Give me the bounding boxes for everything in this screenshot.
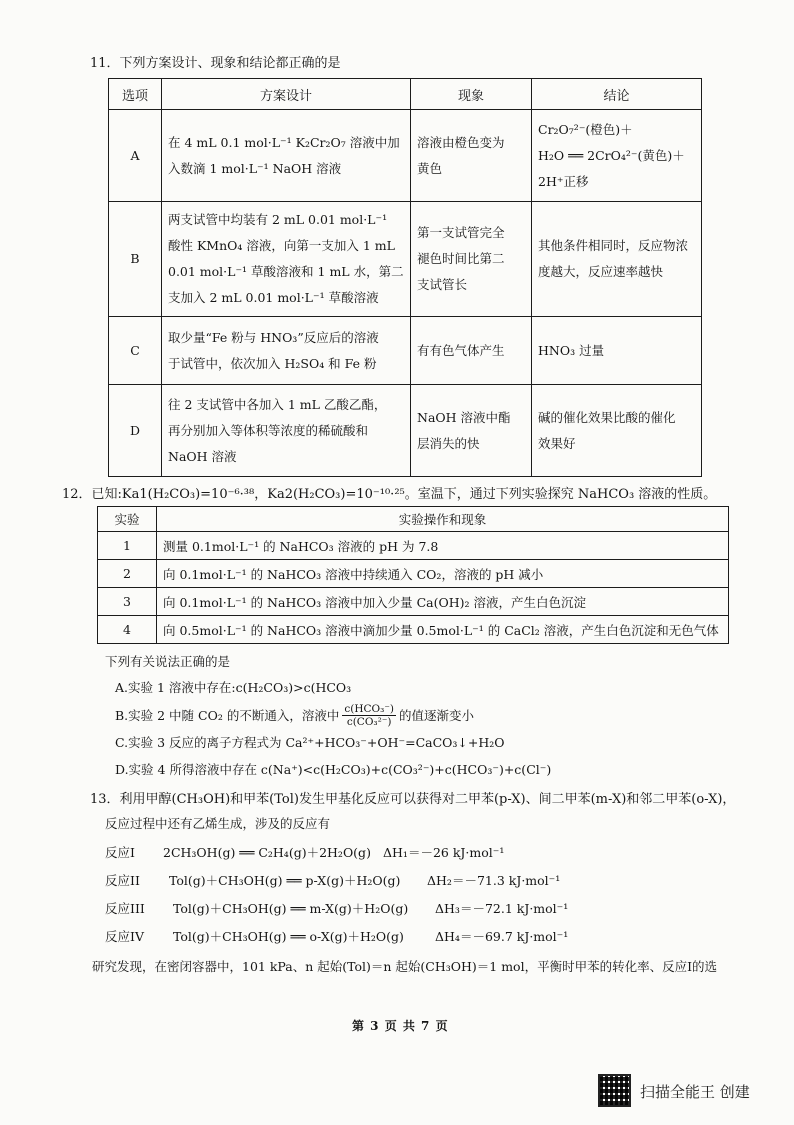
reaction-enthalpy: ΔH₂＝－71.3 kJ·mol⁻¹ — [427, 873, 561, 888]
text-line: 支加入 2 mL 0.01 mol·L⁻¹ 草酸溶液 — [168, 290, 379, 305]
text-line: 于试管中，依次加入 H₂SO₄ 和 Fe 粉 — [168, 355, 377, 371]
q11-header-option: 选项 — [109, 79, 162, 110]
q13-title: 13．利用甲醇(CH₃OH)和甲苯(Tol)发生甲基化反应可以获得对二甲苯(p-X)、间二甲苯(m-X)和邻二甲苯(o-X)， — [90, 792, 736, 807]
text-line: 往 2 支试管中各加入 1 mL 乙酸乙酯， — [168, 396, 387, 412]
q11-design — [162, 317, 411, 385]
q11-option: A — [109, 110, 162, 202]
text-line: NaOH 溶液 — [168, 448, 237, 464]
q11-table — [108, 78, 702, 477]
text-line: 其他条件相同时，反应物浓 — [538, 238, 689, 253]
q12-header-num: 实验 — [98, 507, 157, 532]
q12-row — [98, 616, 729, 644]
q12-num: 1 — [98, 532, 157, 560]
q12-table — [97, 506, 729, 644]
q11-row-b — [109, 202, 702, 317]
q12-num: 3 — [98, 588, 157, 616]
q11-conclusion: HNO₃ 过量 — [532, 317, 702, 385]
text-line: 层消失的快 — [417, 435, 480, 451]
text-line: 黄色 — [417, 160, 443, 176]
q12-option-d: D.实验 4 所得溶液中存在 c(Na⁺)<c(H₂CO₃)+c(CO₃²⁻)+c(HCO₃⁻)+c(Cl⁻) — [115, 762, 552, 777]
reaction-equation: Tol(g)＋CH₃OH(g) ══ m-X(g)＋H₂O(g) — [173, 901, 409, 916]
reaction-label: 反应I — [105, 845, 135, 860]
q11-row-c — [109, 317, 702, 385]
q12-option-b-fraction — [342, 703, 396, 728]
text-line: 在 4 mL 0.1 mol·L⁻¹ K₂Cr₂O₇ 溶液中加 — [168, 134, 400, 150]
q12-header-row — [98, 507, 729, 532]
q13-title-cont: 反应过程中还有乙烯生成，涉及的反应有 — [105, 816, 331, 831]
q11-phenomenon — [411, 202, 532, 317]
q12-text: 向 0.1mol·L⁻¹ 的 NaHCO₃ 溶液中持续通入 CO₂，溶液的 pH 减小 — [157, 560, 729, 588]
q13-reaction — [105, 871, 705, 891]
reaction-enthalpy: ΔH₁＝－26 kJ·mol⁻¹ — [383, 845, 505, 860]
q11-option: B — [109, 202, 162, 317]
q12-option-a: A.实验 1 溶液中存在:c(H₂CO₃)>c(HCO₃ — [115, 680, 352, 695]
text-line: 0.01 mol·L⁻¹ 草酸溶液和 1 mL 水，第二 — [168, 264, 404, 279]
text-line: 第一支试管完全 — [417, 225, 505, 240]
text-line: 酸性 KMnO₄ 溶液，向第一支加入 1 mL — [168, 238, 395, 253]
q12-text: 向 0.5mol·L⁻¹ 的 NaHCO₃ 溶液中滴加少量 0.5mol·L⁻¹ 的 CaCl₂ 溶液，产生白色沉淀和无色气体 — [157, 616, 729, 644]
fraction-numerator: c(HCO₃⁻) — [344, 702, 394, 715]
text-line: 再分别加入等体积等浓度的稀硫酸和 — [168, 422, 369, 438]
q12-option-b-prefix: B.实验 2 中随 CO₂ 的不断通入，溶液中 — [115, 708, 340, 723]
text-line: H₂O ══ 2CrO₄²⁻(黄色)＋ — [538, 147, 685, 163]
q12-num: 2 — [98, 560, 157, 588]
q11-phenomenon: 有有色气体产生 — [411, 317, 532, 385]
q11-row-a — [109, 110, 702, 202]
q11-row-d — [109, 385, 702, 477]
reaction-equation: Tol(g)＋CH₃OH(g) ══ o-X(g)＋H₂O(g) — [173, 929, 404, 944]
q12-option-b — [115, 700, 474, 730]
q11-header-phenomenon: 现象 — [411, 79, 532, 110]
q11-header-design: 方案设计 — [162, 79, 411, 110]
q11-conclusion — [532, 110, 702, 202]
q12-header-text: 实验操作和现象 — [157, 507, 729, 532]
q11-design — [162, 385, 411, 477]
page-number: 第 3 页 共 7 页 — [352, 1019, 449, 1033]
q12-row — [98, 532, 729, 560]
q12-option-c: C.实验 3 反应的离子方程式为 Ca²⁺+HCO₃⁻+OH⁻=CaCO₃↓+H₂O — [115, 735, 505, 750]
fraction-denominator: c(CO₃²⁻) — [346, 715, 392, 728]
reaction-label: 反应III — [105, 901, 145, 916]
q11-option: D — [109, 385, 162, 477]
q11-header-conclusion: 结论 — [532, 79, 702, 110]
q12-title: 12．已知:Ka1(H₂CO₃)=10⁻⁶·³⁸，Ka2(H₂CO₃)=10⁻¹⁰·²⁵。室温下，通过下列实验探究 NaHCO₃ 溶液的性质。 — [62, 487, 717, 502]
q13-tail: 研究发现，在密闭容器中，101 kPa、n 起始(Tol)＝n 起始(CH₃OH)＝1 mol，平衡时甲苯的转化率、反应I的选 — [92, 959, 718, 974]
text-line: 两支试管中均装有 2 mL 0.01 mol·L⁻¹ — [168, 212, 388, 227]
text-line: 2H⁺正移 — [538, 173, 589, 189]
reaction-equation: Tol(g)＋CH₃OH(g) ══ p-X(g)＋H₂O(g) — [169, 873, 401, 888]
reaction-label: 反应II — [105, 873, 140, 888]
reaction-label: 反应IV — [105, 929, 144, 944]
reaction-enthalpy: ΔH₃＝－72.1 kJ·mol⁻¹ — [435, 901, 569, 916]
reaction-equation: 2CH₃OH(g) ══ C₂H₄(g)＋2H₂O(g) — [163, 845, 371, 860]
q12-text: 测量 0.1mol·L⁻¹ 的 NaHCO₃ 溶液的 pH 为 7.8 — [157, 532, 729, 560]
text-line: 碱的催化效果比酸的催化 — [538, 409, 676, 425]
text-line: Cr₂O₇²⁻(橙色)＋ — [538, 121, 633, 137]
text-line: 度越大，反应速率越快 — [538, 264, 664, 279]
q11-phenomenon — [411, 385, 532, 477]
text-line: 取少量“Fe 粉与 HNO₃”反应后的溶液 — [168, 329, 379, 345]
qr-code-icon — [598, 1074, 631, 1107]
q11-title: 11．下列方案设计、现象和结论都正确的是 — [90, 56, 341, 71]
q12-row — [98, 560, 729, 588]
text-line: NaOH 溶液中酯 — [417, 409, 511, 425]
reaction-enthalpy: ΔH₄＝－69.7 kJ·mol⁻¹ — [435, 929, 569, 944]
q11-phenomenon — [411, 110, 532, 202]
q12-num: 4 — [98, 616, 157, 644]
text-line: 溶液由橙色变为 — [417, 134, 505, 150]
q12-row — [98, 588, 729, 616]
q11-header-row — [109, 79, 702, 110]
q11-conclusion — [532, 385, 702, 477]
q12-prompt: 下列有关说法正确的是 — [105, 654, 231, 669]
q12-option-b-suffix: 的值逐渐变小 — [398, 708, 474, 723]
q13-reaction — [105, 843, 705, 863]
q11-design — [162, 202, 411, 317]
q11-conclusion — [532, 202, 702, 317]
q13-reaction — [105, 927, 705, 947]
text-line: 支试管长 — [417, 277, 468, 292]
scanner-watermark: 扫描全能王 创建 — [640, 1083, 750, 1101]
q12-text: 向 0.1mol·L⁻¹ 的 NaHCO₃ 溶液中加入少量 Ca(OH)₂ 溶液，产生白色沉淀 — [157, 588, 729, 616]
q11-option: C — [109, 317, 162, 385]
text-line: 入数滴 1 mol·L⁻¹ NaOH 溶液 — [168, 160, 342, 176]
q11-design — [162, 110, 411, 202]
text-line: 效果好 — [538, 435, 576, 451]
text-line: 褪色时间比第二 — [417, 251, 505, 266]
q13-reaction — [105, 899, 705, 919]
